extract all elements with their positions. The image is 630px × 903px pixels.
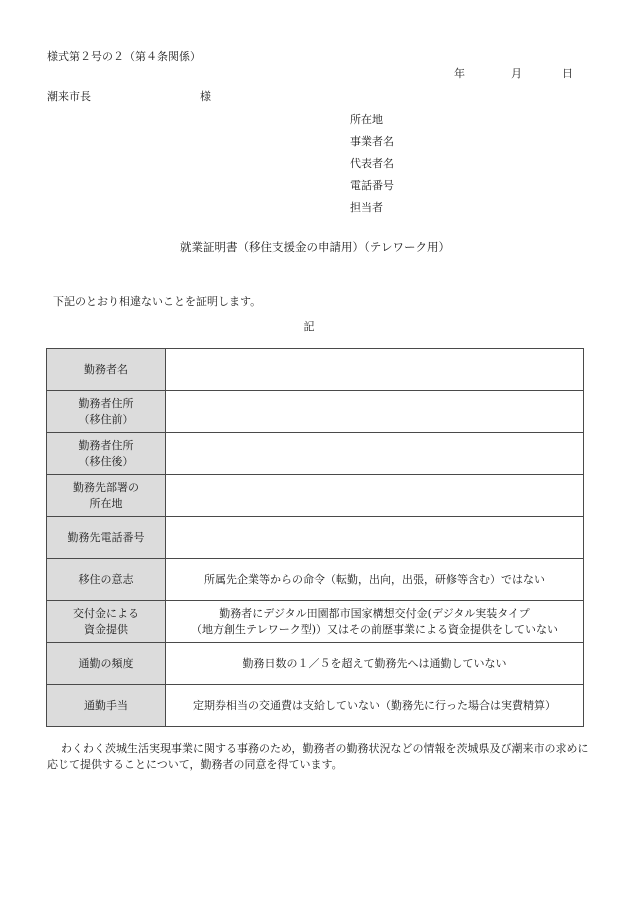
addressee-honorific: 様 xyxy=(200,90,211,103)
date-day-label: 日 xyxy=(562,67,573,80)
row-label: 勤務先部署の 所在地 xyxy=(47,475,166,517)
row-label: 移住の意志 xyxy=(47,559,166,601)
workplace-phone-field[interactable] xyxy=(166,517,584,559)
address-before-field[interactable] xyxy=(166,391,584,433)
document-title: 就業証明書（移住支援金の申請用）（テレワーク用） xyxy=(179,240,451,254)
table-row xyxy=(47,643,584,685)
applicant-phone-label: 電話番号 xyxy=(350,179,394,192)
address-after-field[interactable] xyxy=(166,433,584,475)
row-label: 勤務者住所 （移住前） xyxy=(47,391,166,433)
addressee-name: 潮来市長 xyxy=(47,90,91,103)
applicant-representative-label: 代表者名 xyxy=(350,157,394,170)
table-row xyxy=(47,517,584,559)
commute-allowance-value: 定期券相当の交通費は支給していない（勤務先に行った場合は実費精算） xyxy=(166,685,584,727)
addressee xyxy=(47,90,211,103)
row-label: 勤務者名 xyxy=(47,349,166,391)
applicant-business-name-label: 事業者名 xyxy=(350,135,394,148)
date-line xyxy=(454,68,573,79)
table-row xyxy=(47,559,584,601)
date-year-label: 年 xyxy=(454,67,465,80)
relocation-intent-value: 所属先企業等からの命令（転勤，出向，出張，研修等含む）ではない xyxy=(166,559,584,601)
applicant-contact-label: 担当者 xyxy=(350,201,383,214)
table-row xyxy=(47,391,584,433)
row-label: 勤務先電話番号 xyxy=(47,517,166,559)
workplace-address-field[interactable] xyxy=(166,475,584,517)
commute-frequency-value: 勤務日数の１／５を超えて勤務先へは通勤していない xyxy=(166,643,584,685)
certification-statement: 下記のとおり相違ないことを証明します。 xyxy=(53,295,262,308)
worker-name-field[interactable] xyxy=(166,349,584,391)
consent-text: わくわく茨城生活実現事業に関する事務のため，勤務者の勤務状況などの情報を茨城県及び潮来市の求めに応じて提供することについて，勤務者の同意を得ています。 xyxy=(47,742,589,771)
table-row xyxy=(47,475,584,517)
table-row xyxy=(47,601,584,643)
consent-statement xyxy=(47,741,592,773)
grant-funding-value: 勤務者にデジタル田園都市国家構想交付金(デジタル実装タイプ （地方創生テレワーク型)）又はその前歴事業による資金提供をしていない xyxy=(166,601,584,643)
row-label: 通勤の頻度 xyxy=(47,643,166,685)
table-row xyxy=(47,685,584,727)
date-month-label: 月 xyxy=(511,67,522,80)
ki-marker: 記 xyxy=(303,320,315,333)
form-number: 様式第２号の２（第４条関係） xyxy=(47,50,201,63)
certificate-table xyxy=(46,348,584,727)
applicant-address-label: 所在地 xyxy=(350,113,383,126)
row-label: 勤務者住所 （移住後） xyxy=(47,433,166,475)
table-row xyxy=(47,349,584,391)
row-label: 交付金による 資金提供 xyxy=(47,601,166,643)
table-row xyxy=(47,433,584,475)
row-label: 通勤手当 xyxy=(47,685,166,727)
